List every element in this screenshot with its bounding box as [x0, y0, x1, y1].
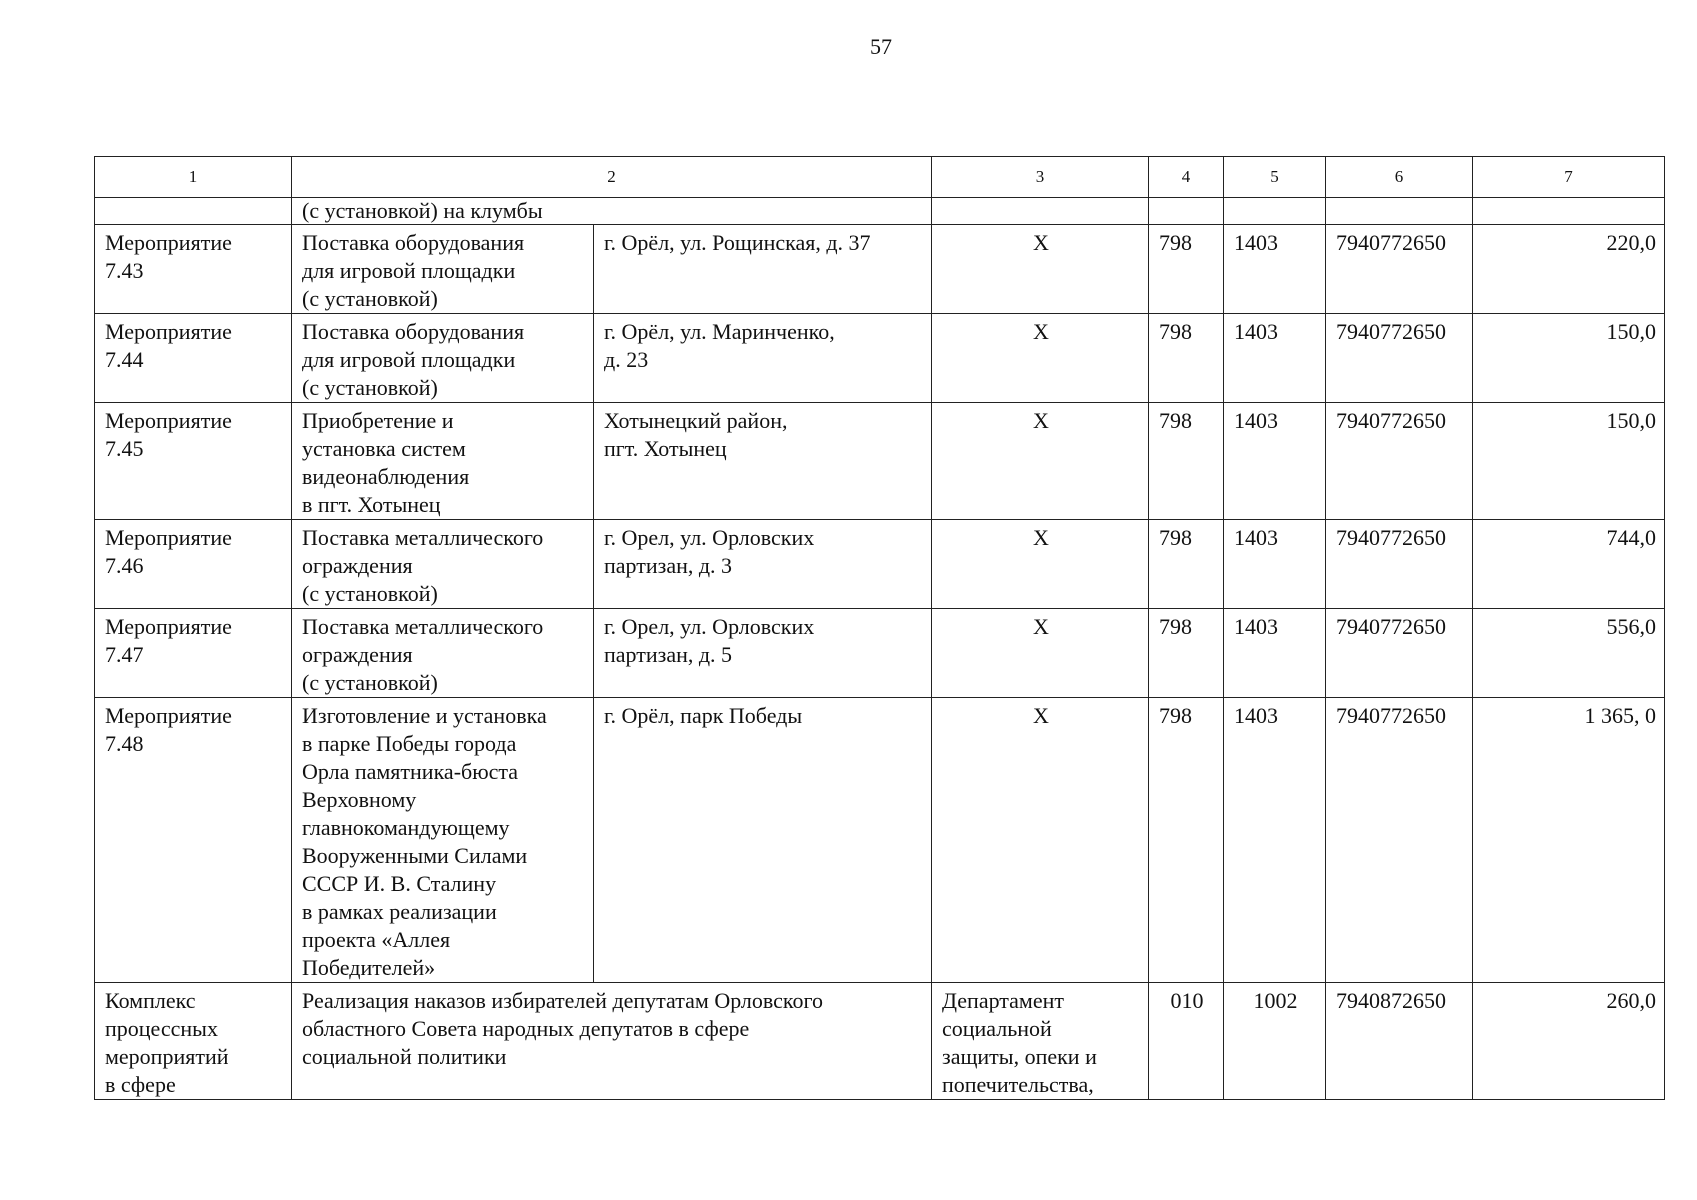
- event-cell: Мероприятие 7.46: [95, 520, 292, 609]
- address-cell: г. Орёл, ул. Рощинская, д. 37: [594, 225, 932, 314]
- col4-cell: 798: [1149, 609, 1224, 698]
- table-row: [95, 403, 1665, 520]
- budget-table: [94, 156, 1665, 1100]
- table-row: [95, 698, 1665, 983]
- col6-cell: 7940772650: [1326, 520, 1473, 609]
- description-cell: Поставка оборудования для игровой площадки (с установкой): [292, 225, 594, 314]
- col5-cell: 1403: [1224, 520, 1326, 609]
- table-row: [95, 609, 1665, 698]
- continuation-row: [95, 198, 1665, 225]
- col5-cell: 1403: [1224, 225, 1326, 314]
- column-number-row: [95, 157, 1665, 198]
- col5-cell: 1403: [1224, 314, 1326, 403]
- column-number: 5: [1224, 157, 1326, 198]
- event-cell: Мероприятие 7.48: [95, 698, 292, 983]
- col7-cell: 1 365, 0: [1473, 698, 1665, 983]
- description-cell: Изготовление и установка в парке Победы города Орла памятника-бюста Верховному главнокомандующему Вооруженными Силами СССР И. В. Сталину в рамках реализации проекта «Аллея Победителей»: [292, 698, 594, 983]
- column-number: 3: [932, 157, 1149, 198]
- col3-cell: Х: [932, 314, 1149, 403]
- col4-cell: 798: [1149, 225, 1224, 314]
- col7-cell: 260,0: [1473, 983, 1665, 1100]
- table-row: [95, 520, 1665, 609]
- col3-cell: Х: [932, 225, 1149, 314]
- col7-cell: 150,0: [1473, 314, 1665, 403]
- address-cell: г. Орёл, ул. Маринченко, д. 23: [594, 314, 932, 403]
- col5-cell: 1403: [1224, 403, 1326, 520]
- col5-cell: 1002: [1224, 983, 1326, 1100]
- event-cell: Мероприятие 7.44: [95, 314, 292, 403]
- column-number: 1: [95, 157, 292, 198]
- department-cell: Департамент социальной защиты, опеки и попечительства,: [932, 983, 1149, 1100]
- col7-cell: 220,0: [1473, 225, 1665, 314]
- col4-cell: 798: [1149, 520, 1224, 609]
- address-cell: г. Орел, ул. Орловских партизан, д. 5: [594, 609, 932, 698]
- event-cell: Мероприятие 7.45: [95, 403, 292, 520]
- col7-cell: 744,0: [1473, 520, 1665, 609]
- address-cell: г. Орел, ул. Орловских партизан, д. 3: [594, 520, 932, 609]
- description-cell: Поставка металлического ограждения (с установкой): [292, 520, 594, 609]
- col5-cell: 1403: [1224, 609, 1326, 698]
- address-cell: Хотынецкий район, пгт. Хотынец: [594, 403, 932, 520]
- description-cell: Поставка оборудования для игровой площадки (с установкой): [292, 314, 594, 403]
- col7-cell: 556,0: [1473, 609, 1665, 698]
- page-number: 57: [870, 34, 892, 59]
- col4-cell: 010: [1149, 983, 1224, 1100]
- col3-cell: Х: [932, 609, 1149, 698]
- col3-cell: Х: [932, 403, 1149, 520]
- col4-cell: 798: [1149, 403, 1224, 520]
- table-row: [95, 983, 1665, 1100]
- col3-cell: Х: [932, 520, 1149, 609]
- col4-cell: 798: [1149, 698, 1224, 983]
- table-row: [95, 225, 1665, 314]
- column-number: 6: [1326, 157, 1473, 198]
- address-cell: г. Орёл, парк Победы: [594, 698, 932, 983]
- col6-cell: 7940772650: [1326, 698, 1473, 983]
- col6-cell: 7940772650: [1326, 314, 1473, 403]
- table-row: [95, 314, 1665, 403]
- col5-cell: 1403: [1224, 698, 1326, 983]
- col6-cell: 7940772650: [1326, 225, 1473, 314]
- col7-cell: 150,0: [1473, 403, 1665, 520]
- column-number: 2: [292, 157, 932, 198]
- column-number: 7: [1473, 157, 1665, 198]
- col6-cell: 7940772650: [1326, 609, 1473, 698]
- description-cell: Поставка металлического ограждения (с установкой): [292, 609, 594, 698]
- event-cell: Мероприятие 7.47: [95, 609, 292, 698]
- col6-cell: 7940872650: [1326, 983, 1473, 1100]
- event-cell: Мероприятие 7.43: [95, 225, 292, 314]
- col4-cell: 798: [1149, 314, 1224, 403]
- event-cell: Комплекс процессных мероприятий в сфере: [95, 983, 292, 1100]
- col6-cell: 7940772650: [1326, 403, 1473, 520]
- description-cell: Приобретение и установка систем видеонаблюдения в пгт. Хотынец: [292, 403, 594, 520]
- description-cell: Реализация наказов избирателей депутатам Орловского областного Совета народных депутатов в сфере социальной политики: [292, 983, 932, 1100]
- continuation-text: (с установкой) на клумбы: [292, 198, 932, 225]
- column-number: 4: [1149, 157, 1224, 198]
- col3-cell: Х: [932, 698, 1149, 983]
